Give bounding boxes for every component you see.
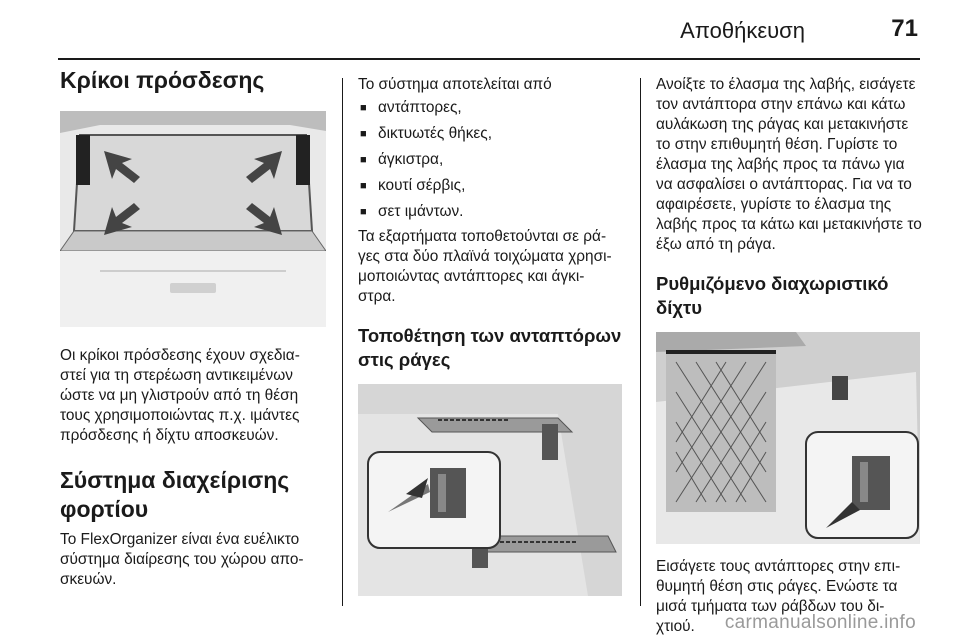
- column-2: [358, 75, 626, 596]
- column-3: [656, 75, 924, 637]
- list-item: ■ δικτυωτές θήκες,: [358, 121, 626, 147]
- adapter-instructions: Ανοίξτε το έλασμα της λαβής, εισάγετε τον αντάπτορα στην επάνω και κάτω αυλάκωση της ράγας και μετακινήστε το στην επιθυμητή θέση. Γυρίστε το έλασμα της λαβής προς τα πάνω για να ασφαλίσει ο αντάπτορας. Για να το αφαιρέσετε, γυρίστε το έλασμα της λαβής προς τα κάτω και μετακινήστε το έξω από τη ράγα.: [656, 76, 922, 253]
- rail-adapter-figure: [358, 384, 622, 596]
- flexorganizer-description: Το FlexOrganizer είναι ένα ευέλικτο σύστημα διαίρεσης του χώρου απο- σκευών.: [60, 531, 304, 588]
- trunk-lashing-eyes-figure: [60, 111, 326, 327]
- list-item: ■ σετ ιμάντων.: [358, 199, 626, 225]
- mounting-description: Τα εξαρτήματα τοποθετούνται σε ρά- γες στα δύο πλαϊνά τοιχώματα χρησι- μοποιώντας αντάπτορες και άγκι- στρα.: [358, 228, 612, 305]
- watermark: carmanualsonline.info: [724, 612, 916, 633]
- list-item: ■ κουτί σέρβις,: [358, 173, 626, 199]
- system-intro: Το σύστημα αποτελείται από: [358, 76, 552, 93]
- running-header-title: Αποθήκευση: [680, 18, 805, 43]
- column-divider: [640, 78, 641, 606]
- section-heading-divider-net: Ρυθμιζόμενο διαχωριστικό δίχτυ: [656, 273, 889, 318]
- lashing-eyes-description: Οι κρίκοι πρόσδεσης έχουν σχεδια- στεί για τη στερέωση αντικειμένων ώστε να μη γλιστρούν από τη θέση τους χρησιμοποιώντας π.χ. ιμάντες πρόσδεσης ή δίχτυ αποσκευών.: [60, 347, 300, 444]
- list-item: ■ αντάπτορες,: [358, 95, 626, 121]
- section-heading-adapter-mounting: Τοποθέτηση των ανταπτόρων στις ράγες: [358, 325, 622, 370]
- divider-net-figure: [656, 332, 920, 544]
- section-heading-lashing-eyes: Κρίκοι πρόσδεσης: [60, 67, 265, 93]
- page-number: 71: [891, 15, 918, 42]
- header-rule: [58, 58, 920, 60]
- list-item: ■ άγκιστρα,: [358, 147, 626, 173]
- section-heading-load-management: Σύστημα διαχείρισης φορτίου: [60, 467, 290, 522]
- net-instructions: Εισάγετε τους αντάπτορες στην επι- θυμητή θέση στις ράγες. Ενώστε τα μισά τμήματα των ράβδων του δι- χτιού.: [656, 558, 901, 635]
- column-divider: [342, 78, 343, 606]
- column-1: [60, 66, 325, 590]
- components-list: [358, 95, 626, 225]
